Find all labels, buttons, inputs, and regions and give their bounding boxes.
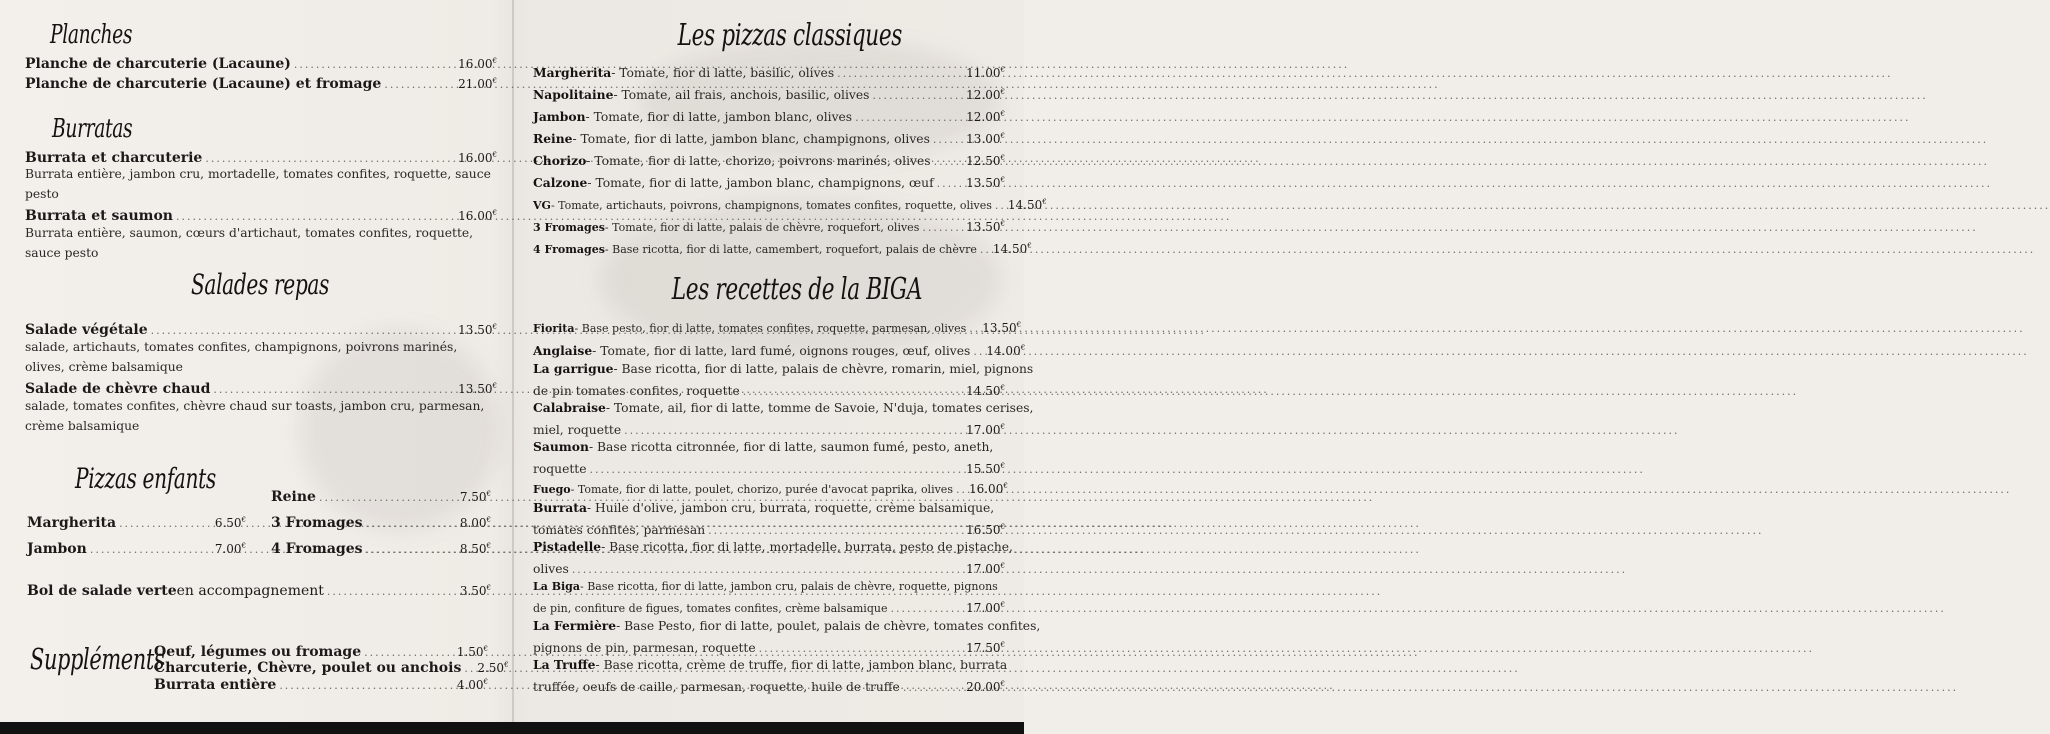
item-price: 16.00€	[458, 209, 497, 223]
item-name: La Biga	[533, 580, 580, 593]
item-name-rest: en accompagnement	[176, 583, 324, 599]
item-price: 12.00€	[966, 88, 1005, 102]
menu-item	[533, 339, 1026, 361]
item-name: Margherita	[533, 65, 612, 80]
item-price: 6.50€	[214, 516, 246, 530]
menu-item	[533, 316, 1022, 338]
item-description: roquette	[533, 462, 587, 476]
item-description: - Tomate, fior di latte, poulet, chorizo, purée d'avocat paprika, olives	[570, 483, 953, 496]
item-price: 13.50€	[458, 382, 497, 396]
item-description: - Tomate, fior di latte, lard fumé, oignons rouges, œuf, olives	[592, 344, 971, 358]
item-name: Planche de charcuterie (Lacaune) et fromage	[25, 76, 382, 92]
item-price: 13.50€	[966, 220, 1005, 234]
item-description: de pin tomates confites, roquette	[533, 384, 740, 398]
item-name: Calzone	[533, 175, 588, 190]
menu-item	[25, 377, 497, 399]
item-price: 4.00€	[456, 678, 488, 692]
item-description: - Tomate, fior di latte, jambon blanc, champignons, olives	[572, 132, 930, 146]
item-description: - Base Pesto, fior di latte, poulet, palais de chèvre, tomates confites,	[616, 619, 1041, 633]
item-price: 16.50€	[966, 523, 1005, 537]
item-price: 13.50€	[982, 321, 1022, 335]
bottom-bar	[0, 722, 1024, 734]
item-name: Bol de salade verte	[27, 583, 177, 599]
item-price: 12.50€	[966, 154, 1005, 168]
item-name: 3 Fromages	[271, 515, 363, 531]
item-description: truffée, oeufs de caille, parmesan, roquette, huile de truffe	[533, 680, 900, 694]
menu-item	[27, 579, 491, 601]
menu-item	[533, 127, 1005, 149]
item-name: Burrata entière	[154, 677, 277, 693]
menu-item	[25, 318, 497, 340]
item-name: Salade de chèvre chaud	[25, 381, 211, 397]
item-description: - Tomate, ail, fior di latte, tomme de Savoie, N'duja, tomates cerises,	[605, 401, 1034, 415]
item-price: 17.50€	[966, 641, 1005, 655]
item-price: 3.50€	[459, 584, 491, 598]
item-name: Reine	[271, 489, 316, 505]
item-description: - Base ricotta, crème de truffe, fior di latte, jambon blanc, burrata	[595, 658, 1008, 672]
item-price: 15.50€	[966, 462, 1005, 476]
item-price: 13.00€	[966, 132, 1005, 146]
item-name: Jambon	[27, 541, 87, 557]
item-price: 14.50€	[992, 242, 1032, 256]
item-name: Reine	[533, 131, 573, 146]
item-name: Burrata	[533, 500, 587, 515]
item-name: Burrata et saumon	[25, 208, 173, 224]
item-price: 1.50€	[456, 645, 488, 659]
menu-item	[533, 61, 1005, 83]
item-price: 16.00€	[968, 482, 1008, 496]
item-description: - Base ricotta, fior di latte, camembert, roquefort, palais de chèvre	[604, 243, 977, 256]
menu-item	[271, 511, 491, 533]
item-description: salade, tomates confites, chèvre chaud sur toasts, jambon cru, parmesan, crème balsamique	[25, 399, 485, 433]
menu-item	[533, 477, 1008, 499]
item-price: 2.50€	[477, 661, 509, 675]
item-name: Chorizo	[533, 153, 587, 168]
item-name: Oeuf, légumes ou fromage	[154, 644, 362, 660]
item-description: - Tomate, fior di latte, jambon blanc, champignons, œuf	[587, 176, 934, 190]
item-description: - Base ricotta, fior di latte, palais de chèvre, romarin, miel, pignons	[613, 362, 1034, 376]
item-price: 7.50€	[459, 490, 491, 504]
menu-item	[533, 215, 1005, 237]
item-description: - Tomate, fior di latte, basilic, olives	[611, 66, 835, 80]
item-description: - Base ricotta citronnée, fior di latte, saumon fumé, pesto, aneth,	[588, 440, 994, 454]
item-price: 12.00€	[966, 110, 1005, 124]
section-title-burratas: Burratas	[52, 114, 133, 144]
item-price: 8.00€	[459, 516, 491, 530]
item-name: Saumon	[533, 439, 589, 454]
item-description: - Tomate, artichauts, poivrons, champignons, tomates confites, roquette, olives	[550, 199, 992, 212]
menu-item	[154, 673, 488, 695]
menu-item	[271, 537, 491, 559]
menu-item	[533, 193, 1047, 215]
item-price: 16.00€	[458, 57, 497, 71]
item-name: Anglaise	[533, 343, 593, 358]
item-name: Pistadelle	[533, 539, 602, 554]
item-name: Burrata et charcuterie	[25, 150, 203, 166]
item-description: salade, artichauts, tomates confites, champignons, poivrons marinés, olives, crème balsamique	[25, 340, 458, 374]
item-name: Calabraise	[533, 400, 606, 415]
section-title-supplements: Suppléments	[30, 642, 165, 676]
item-name: VG	[533, 199, 551, 212]
item-price: 13.50€	[458, 323, 497, 337]
item-description: tomates confites, parmesan	[533, 523, 706, 537]
section-title-classiques: Les pizzas classiques	[677, 18, 903, 53]
item-price: 21.00€	[458, 77, 497, 91]
item-description: - Tomate, ail frais, anchois, basilic, olives	[613, 88, 870, 102]
item-name: Margherita	[27, 515, 117, 531]
section-title-enfants: Pizzas enfants	[75, 462, 216, 495]
item-price: 16.00€	[458, 151, 497, 165]
menu-item	[25, 72, 497, 94]
item-description: miel, roquette	[533, 423, 622, 437]
item-name: Planche de charcuterie (Lacaune)	[25, 56, 291, 72]
item-description: - Base ricotta, fior di latte, jambon cru, palais de chèvre, roquette, pignons	[580, 580, 998, 593]
item-price: 8.50€	[459, 542, 491, 556]
menu-item	[25, 52, 497, 74]
section-title-biga: Les recettes de la BIGA	[671, 272, 923, 307]
item-name: 4 Fromages	[533, 243, 605, 256]
section-title-planches: Planches	[50, 20, 133, 50]
item-name: 4 Fromages	[271, 541, 363, 557]
item-name: La garrigue	[533, 361, 614, 376]
item-name: Salade végétale	[25, 322, 148, 338]
section-title-salades: Salades repas	[190, 268, 330, 301]
menu-item	[533, 359, 1034, 401]
item-name: 3 Fromages	[533, 221, 605, 234]
item-price: 11.00€	[966, 66, 1005, 80]
item-name: Jambon	[533, 109, 586, 124]
item-name: La Truffe	[533, 657, 596, 672]
menu-item	[27, 511, 246, 533]
menu-item	[533, 149, 1005, 171]
item-name: Charcuterie, Chèvre, poulet ou anchois	[154, 660, 462, 676]
item-description: pignons de pin, parmesan, roquette	[533, 641, 756, 655]
menu-item	[25, 204, 497, 226]
item-price: 17.00€	[966, 562, 1005, 576]
menu-item	[533, 237, 1032, 259]
menu-item	[533, 577, 1005, 618]
menu-item	[533, 398, 1034, 440]
item-name: Napolitaine	[533, 87, 614, 102]
menu-item	[533, 537, 1013, 579]
page-fold	[512, 0, 514, 722]
item-description: Burrata entière, saumon, cœurs d'artichaut, tomates confites, roquette, sauce pesto	[25, 226, 474, 260]
menu-item	[271, 485, 491, 507]
menu-item	[533, 655, 1008, 697]
item-price: 7.00€	[214, 542, 246, 556]
menu-item	[533, 105, 1005, 127]
item-price: 14.00€	[986, 344, 1026, 358]
item-description: - Tomate, fior di latte, chorizo, poivrons marinés, olives	[586, 154, 931, 168]
item-name: La Fermière	[533, 618, 617, 633]
menu-item	[533, 616, 1041, 658]
item-description: - Base ricotta, fior di latte, mortadelle, burrata, pesto de pistache,	[601, 540, 1013, 554]
item-price: 14.50€	[1007, 198, 1047, 212]
item-name: Fiorita	[533, 322, 575, 335]
item-description: - Base pesto, fior di latte, tomates confites, roquette, parmesan, olives	[574, 322, 967, 335]
item-name: Fuego	[533, 483, 571, 496]
menu-item	[533, 171, 1005, 193]
menu-item	[533, 498, 1005, 540]
menu-item	[533, 437, 1005, 479]
item-description: Burrata entière, jambon cru, mortadelle, tomates confites, roquette, sauce pesto	[25, 167, 491, 201]
item-price: 17.00€	[966, 423, 1005, 437]
item-price: 14.50€	[966, 384, 1005, 398]
item-price: 17.00€	[966, 601, 1005, 615]
item-description: - Tomate, fior di latte, palais de chèvre, roquefort, olives	[604, 221, 920, 234]
item-description: olives	[533, 562, 569, 576]
menu-item	[27, 537, 246, 559]
menu-item	[533, 83, 1005, 105]
item-description: de pin, confiture de figues, tomates confites, crème balsamique	[533, 602, 888, 615]
item-description: - Tomate, fior di latte, jambon blanc, olives	[585, 110, 853, 124]
item-price: 13.50€	[966, 176, 1005, 190]
item-price: 20.00€	[966, 680, 1005, 694]
item-description: - Huile d'olive, jambon cru, burrata, roquette, crème balsamique,	[586, 501, 995, 515]
